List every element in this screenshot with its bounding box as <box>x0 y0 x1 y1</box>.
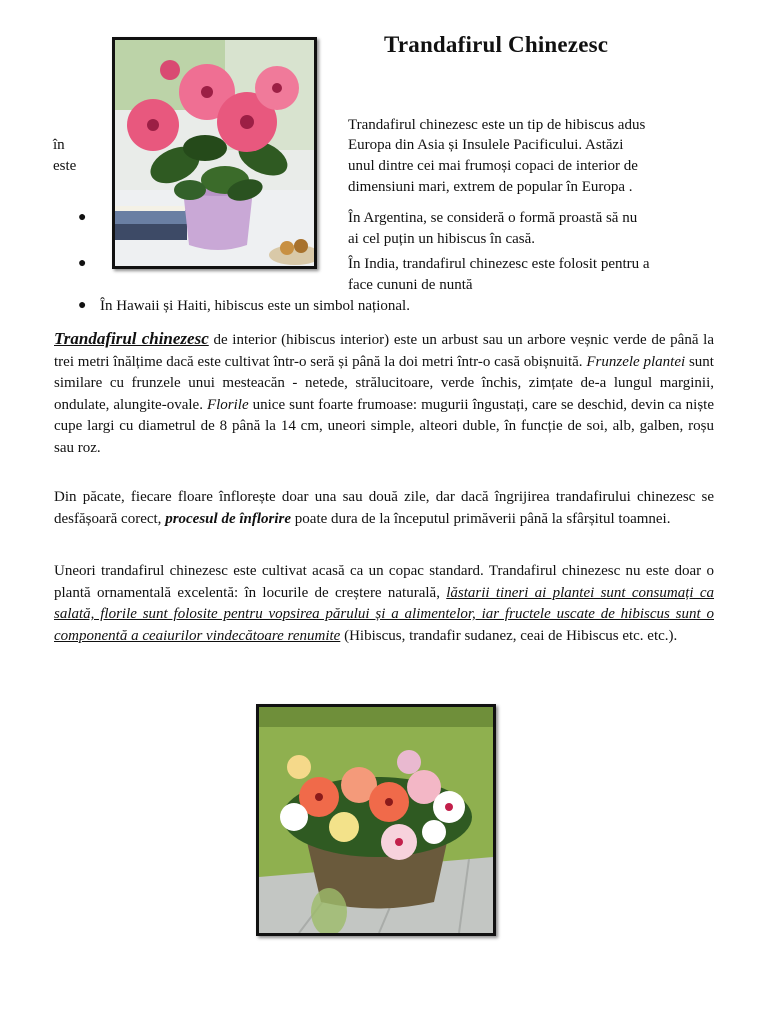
paragraph-uses <box>54 561 714 647</box>
text-run: Uneori trandafirul chinezesc este cultivat acasă ca un copac standard. Trandafirul chinezesc nu este doar o plantă ornamentală excelentă: în locurile de creștere naturală, <box>54 563 714 601</box>
italic-term: Frunzele plantei <box>586 353 686 370</box>
italic-term: Florile <box>206 396 249 413</box>
intro-line-4: dimensiuni mari, extrem de popular în Europa . <box>348 179 633 195</box>
paragraph-blooming <box>54 487 714 530</box>
bullet-icon: ● <box>78 210 87 225</box>
text-run: de interior (hibiscus interior) este un arbust sau un arbore veșnic verde de până la trei metri înălțime dacă este cultivat într-o seră și până la doi metri într-o casă obișnuită. <box>54 332 715 370</box>
bullet-2-line-2: face cununi de nuntă <box>348 277 473 293</box>
hibiscus-planter-illustration <box>259 707 493 933</box>
intro-line-3: unul dintre cei mai frumoși copaci de interior de <box>348 158 638 174</box>
page-title: Trandafirul Chinezesc <box>384 32 609 57</box>
bullet-1-line-1: În Argentina, se consideră o formă proastă să nu <box>348 210 638 226</box>
bullet-icon: ● <box>78 298 87 313</box>
bold-italic-term: procesul de înflorire <box>165 510 292 527</box>
bullet-1-line-2: ai cel puțin un hibiscus în casă. <box>348 231 536 247</box>
hibiscus-photo-bottom <box>256 704 496 936</box>
text-run: poate dura de la începutul primăverii până la sfârșitul toamnei. <box>291 510 671 527</box>
text-run: unice sunt foarte frumoase: mugurii îngustați, care se deschid, devin ca niște cupe largi cu diametrul de 8 până la 14 cm, uneori simple, alteori duble, în funcție de soi, alb, galben, roșu sau roz. <box>54 396 714 456</box>
intro-line-1: Trandafirul chinezesc este un tip de hibiscus adus <box>348 117 646 133</box>
bullet-icon: ● <box>78 256 87 271</box>
intro-fragment-1: în <box>53 137 65 153</box>
bullet-2-line-1: În India, trandafirul chinezesc este folosit pentru a <box>348 256 650 272</box>
text-run: (Hibiscus, trandafir sudanez, ceai de Hibiscus etc. etc.). <box>340 627 678 644</box>
intro-fragment-2: este <box>53 158 77 174</box>
pink-hibiscus-illustration <box>115 40 314 266</box>
underlined-phrase: lăstarii tineri ai plantei sunt consumați ca salată, florile sunt folosite pentru vopsirea părului și a alimentelor, iar fructele uscate de hibiscus sunt o componentă a ceaiurilor vindecătoare renumite <box>54 584 715 644</box>
text-run: sunt similare cu frunzele unui mesteacăn - netede, strălucitoare, verde închis, zimțate de-a lungul marginii, ondulate, alungite-ovale. <box>54 353 714 413</box>
text-run: Din păcate, fiecare floare înflorește doar una sau două zile, dar dacă îngrijirea trandafirului chinezesc se desfășoară corect, <box>54 489 714 527</box>
bullet-3-line-1: În Hawaii și Haiti, hibiscus este un simbol național. <box>100 298 410 314</box>
paragraph-description <box>54 328 714 459</box>
hibiscus-photo-top <box>112 37 317 269</box>
intro-line-2: Europa din Asia și Insulele Pacificului. Astăzi <box>348 137 624 153</box>
paragraph-lead-term: Trandafirul chinezesc <box>54 329 209 348</box>
